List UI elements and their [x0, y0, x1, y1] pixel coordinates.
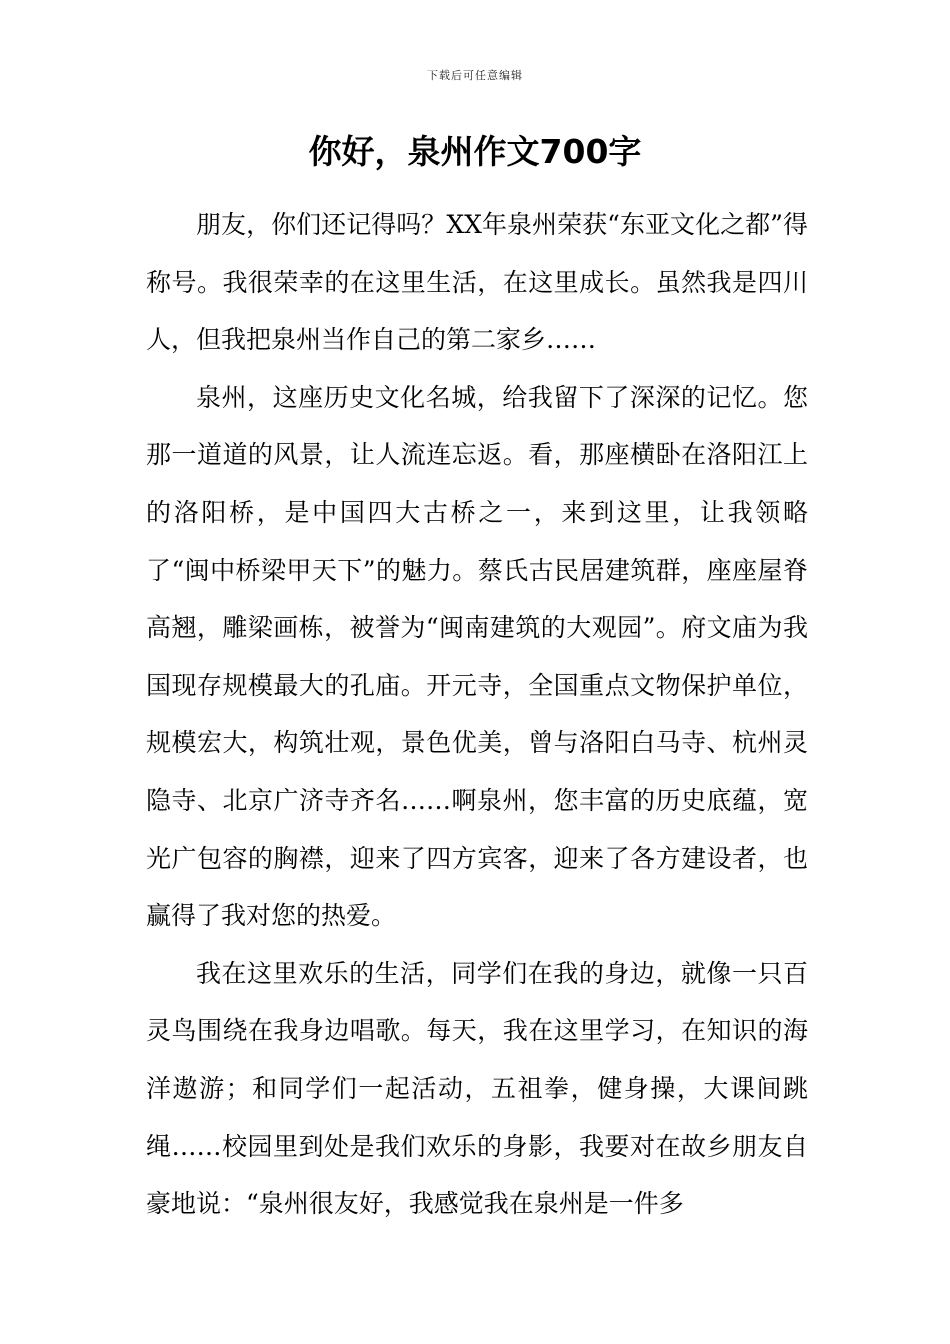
- document-body: [146, 196, 808, 1233]
- paragraph-3: 我在这里欢乐的生活，同学们在我的身边，就像一只百灵鸟围绕在我身边唱歌。每天，我在这里学习，在知识的海洋遨游；和同学们一起活动，五祖拳，健身操，大课间跳绳……校园里到处是我们欢乐的身影，我要对在故乡朋友自豪地说：“泉州很友好，我感觉我在泉州是一件多: [146, 958, 808, 1219]
- header-note: 下载后可任意编辑: [427, 69, 523, 82]
- paragraph-2: 泉州，这座历史文化名城，给我留下了深深的记忆。您那一道道的风景，让人流连忘返。看，那座横卧在洛阳江上的洛阳桥，是中国四大古桥之一，来到这里，让我领略了“闽中桥梁甲天下”的魅力。蔡氏古民居建筑群，座座屋脊高翘，雕梁画栋，被誉为“闽南建筑的大观园”。府文庙为我国现存规模最大的孔庙。开元寺，全国重点文物保护单位，规模宏大，构筑壮观，景色优美，曾与洛阳白马寺、杭州灵隐寺、北京广济寺齐名……啊泉州，您丰富的历史底蕴，宽光广包容的胸襟，迎来了四方宾客，迎来了各方建设者，也赢得了我对您的热爱。: [146, 382, 808, 931]
- paragraph-1: 朋友，你们还记得吗？XX年泉州荣获“东亚文化之都”得称号。我很荣幸的在这里生活，在这里成长。虽然我是四川人，但我把泉州当作自己的第二家乡……: [146, 210, 808, 355]
- document-title: 你好，泉州作文700字: [308, 132, 642, 171]
